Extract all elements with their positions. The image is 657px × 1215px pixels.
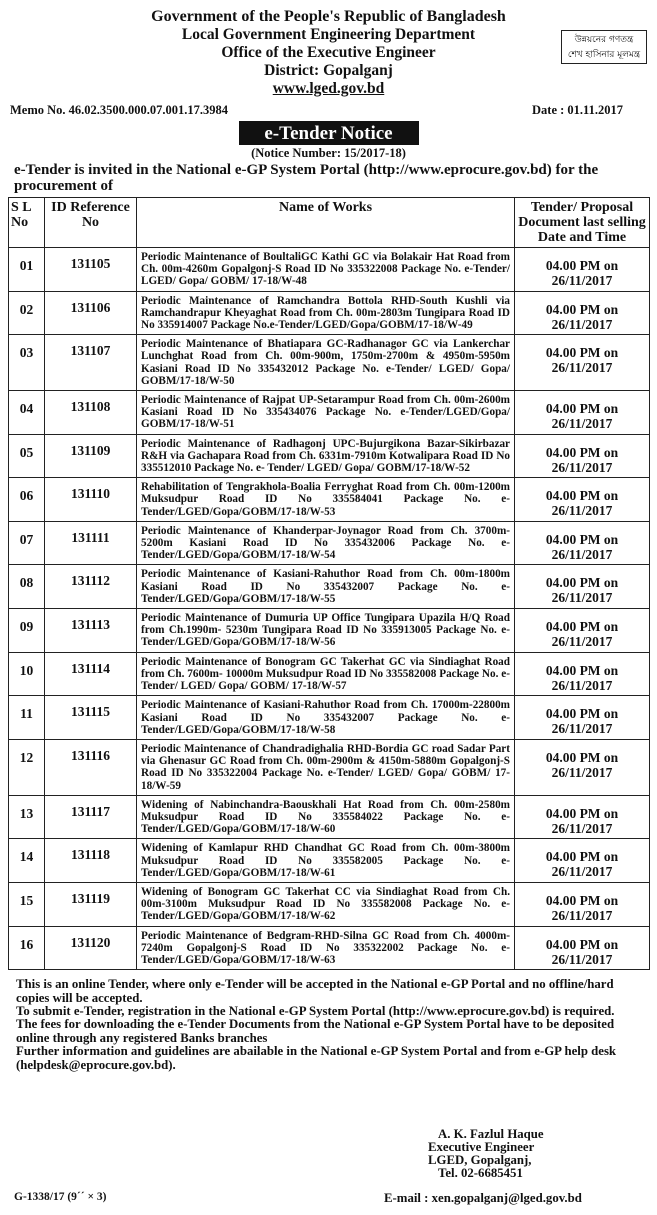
row-selling-time: 04.00 PM on 26/11/2017 xyxy=(515,882,650,926)
row-work-name: Widening of Bonogram GC Takerhat CC via Sindiaghat Road from Ch. 00m-3100m Muksudpur Road ID No 335582008 Package No. e-Tender/LGED/Gopa/GOBM/17-18/W-62 xyxy=(137,882,515,926)
badge-line-2: শেখ হাসিনার মূলমন্ত্র xyxy=(567,50,641,60)
row-id-reference: 131116 xyxy=(45,739,137,795)
footer-registration-text: To submit e-Tender, registration in the National e-GP System Portal (http://www.eprocure.gov.bd) is required. xyxy=(16,1003,615,1018)
row-id-reference: 131107 xyxy=(45,335,137,391)
row-sl-number: 08 xyxy=(9,565,45,609)
row-sl-number: 07 xyxy=(9,521,45,565)
row-selling-time: 04.00 PM on 26/11/2017 xyxy=(515,739,650,795)
slogan-badge xyxy=(561,30,647,64)
district-line: District: Gopalganj xyxy=(264,62,393,79)
tender-notice-page xyxy=(8,8,649,1072)
badge-line-1: উন্নয়নের গণতন্ত্র xyxy=(574,35,634,45)
row-id-reference: 131112 xyxy=(45,565,137,609)
header-sl: S L No xyxy=(9,198,45,248)
row-id-reference: 131110 xyxy=(45,478,137,522)
row-work-name: Periodic Maintenance of Rajpat UP-Setarampur Road from Ch. 00m-2600m Kasiani Road ID No 335434076 Package No. e-Tender/LGED/Gopa/ GOBM/17-18/W-51 xyxy=(137,391,515,435)
table-header-row xyxy=(9,198,650,248)
table-row xyxy=(9,839,650,883)
office-line: Office of the Executive Engineer xyxy=(221,44,436,61)
footer-online-tender-text: This is an online Tender, where only e-Tender will be accepted in the National e-GP Portal and no offline/hard copies will be accepted. xyxy=(16,977,614,1005)
row-selling-time: 04.00 PM on 26/11/2017 xyxy=(515,795,650,839)
row-work-name: Widening of Kamlapur RHD Chandhat GC Road from Ch. 00m-3800m Muksudpur Road ID No 335582005 Package No. e-Tender/LGED/Gopa/GOBM/17-18/W-61 xyxy=(137,839,515,883)
row-work-name: Widening of Nabinchandra-Baouskhali Hat Road from Ch. 00m-2580m Muksudpur Road ID No 335584022 Package No. e-Tender/LGED/Gopa/GOBM/17-18/W-60 xyxy=(137,795,515,839)
contact-email[interactable]: E-mail : xen.gopalganj@lged.gov.bd xyxy=(384,1191,582,1205)
row-selling-time: 04.00 PM on 26/11/2017 xyxy=(515,926,650,970)
row-id-reference: 131113 xyxy=(45,609,137,653)
row-id-reference: 131109 xyxy=(45,434,137,478)
table-row xyxy=(9,609,650,653)
row-selling-time: 04.00 PM on 26/11/2017 xyxy=(515,609,650,653)
department-line: Local Government Engineering Department xyxy=(181,26,476,43)
row-work-name: Rehabilitation of Tengrakhola-Boalia Ferryghat Road from Ch. 00m-1200m Muksudpur Road ID No 335584041 Package No. e-Tender/LGED/Gopa/GOBM/17-18/W-53 xyxy=(137,478,515,522)
notice-title: e-Tender Notice xyxy=(239,121,419,145)
row-work-name: Periodic Maintenance of Bedgram-RHD-Silna GC Road from Ch. 4000m-7240m Gopalgonj-S Road ID No 335322002 Package No. e-Tender/LGED/Gopa/GOBM/17-18/W-63 xyxy=(137,926,515,970)
row-id-reference: 131118 xyxy=(45,839,137,883)
footer-fees-text: The fees for downloading the e-Tender Documents from the National e-GP System Portal have to be deposited online through any registered Banks branches xyxy=(16,1017,615,1045)
row-id-reference: 131120 xyxy=(45,926,137,970)
table-row xyxy=(9,391,650,435)
row-id-reference: 131115 xyxy=(45,696,137,740)
row-work-name: Periodic Maintenance of BoultaliGC Kathi GC via Bolakair Hat Road from Ch. 00m-4260m Gopalgonj-S Road ID No 335322008 Package No. e-Tender/ LGED/ Gopa/ GOBM/ 17-18/W-48 xyxy=(137,248,515,292)
ad-code: G-1338/17 (9´´ × 3) xyxy=(14,1191,107,1203)
row-work-name: Periodic Maintenance of Kasiani-Rahuthor Road from Ch. 17000m-22800m Kasiani Road ID No 335432007 Package No. e-Tender/LGED/Gopa/GOBM/17-18/W-58 xyxy=(137,696,515,740)
signatory-tel: Tel. 02-6685451 xyxy=(438,1166,523,1180)
row-sl-number: 09 xyxy=(9,609,45,653)
row-work-name: Periodic Maintenance of Chandradighalia RHD-Bordia GC road Sadar Part via Ghenasur GC Road from Ch. 00m-2900m & 4150m-5880m Gopalgonj-S Road ID No 335322004 Package No. e-Tender/ LGED/ Gopa/ GOBM/ 17-18/W-59 xyxy=(137,739,515,795)
row-sl-number: 15 xyxy=(9,882,45,926)
row-sl-number: 02 xyxy=(9,291,45,335)
row-sl-number: 03 xyxy=(9,335,45,391)
table-row xyxy=(9,652,650,696)
table-row xyxy=(9,795,650,839)
table-row xyxy=(9,565,650,609)
row-id-reference: 131119 xyxy=(45,882,137,926)
header-id-reference: ID Reference No xyxy=(45,198,137,248)
row-work-name: Periodic Maintenance of Ramchandra Bottola RHD-South Kushli via Ramchandrapur Kheyaghat Road from Ch. 00m-2803m Tungipara Road ID No 335914007 Package No.e-Tender/LGED/Gopa/GOBM/17-18/W-49 xyxy=(137,291,515,335)
row-id-reference: 131114 xyxy=(45,652,137,696)
row-sl-number: 10 xyxy=(9,652,45,696)
table-row xyxy=(9,739,650,795)
office-header xyxy=(8,8,649,98)
table-row xyxy=(9,434,650,478)
row-id-reference: 131106 xyxy=(45,291,137,335)
table-row xyxy=(9,521,650,565)
table-row xyxy=(9,926,650,970)
row-sl-number: 16 xyxy=(9,926,45,970)
table-row xyxy=(9,478,650,522)
row-work-name: Periodic Maintenance of Dumuria UP Office Tungipara Upazila H/Q Road from Ch.1990m- 5230m Tungipara Road ID No 335913005 Package No. e-Tender/LGED/Gopa/GOBM/17-18/W-56 xyxy=(137,609,515,653)
table-row xyxy=(9,335,650,391)
notice-date: Date : 01.11.2017 xyxy=(532,103,623,117)
signatory-office: LGED, Gopalganj, xyxy=(428,1153,532,1167)
row-id-reference: 131105 xyxy=(45,248,137,292)
notice-number: (Notice Number: 15/2017-18) xyxy=(251,146,406,160)
row-work-name: Periodic Maintenance of Bonogram GC Takerhat GC via Sindiaghat Road from Ch. 7600m- 10000m Muksudpur Road ID No 335582008 Package No. e-Tender/ LGED/ Gopa/ GOBM/ 17-18/W-57 xyxy=(137,652,515,696)
signature-block xyxy=(428,1128,544,1180)
row-selling-time: 04.00 PM on 26/11/2017 xyxy=(515,565,650,609)
footer-instructions xyxy=(8,978,649,1072)
table-row xyxy=(9,248,650,292)
header-name-of-works: Name of Works xyxy=(137,198,515,248)
row-selling-time: 04.00 PM on 26/11/2017 xyxy=(515,291,650,335)
row-id-reference: 131108 xyxy=(45,391,137,435)
table-row xyxy=(9,882,650,926)
website-link[interactable]: www.lged.gov.bd xyxy=(272,80,385,97)
memo-number: Memo No. 46.02.3500.000.07.001.17.3984 xyxy=(10,103,229,117)
row-work-name: Periodic Maintenance of Bhatiapara GC-Radhanagor GC via Lankerchar Lunchghat Road from Ch. 00m-900m, 1750m-2700m & 4950m-5950m Kasiani Road ID No 335432012 Package No. e-Tender/ LGED/ Gopa/ GOBM/17-18/W-50 xyxy=(137,335,515,391)
row-sl-number: 05 xyxy=(9,434,45,478)
footer-helpdesk-text: Further information and guidelines are abailable in the National e-GP System Portal and from e-GP help desk (helpdesk@eprocure.gov.bd). xyxy=(16,1044,617,1072)
row-sl-number: 12 xyxy=(9,739,45,795)
row-selling-time: 04.00 PM on 26/11/2017 xyxy=(515,248,650,292)
row-selling-time: 04.00 PM on 26/11/2017 xyxy=(515,652,650,696)
works-table xyxy=(8,197,650,970)
memo-row xyxy=(8,101,649,119)
row-sl-number: 14 xyxy=(9,839,45,883)
row-work-name: Periodic Maintenance of Radhagonj UPC-Bujurgikona Bazar-Sikirbazar R&H via Gachapara Road from Ch. 6331m-7910m Kotwalipara Road ID No 335512010 Package No. e- Tender/ LGED/ Gopa/ GOBM/17-18/W-52 xyxy=(137,434,515,478)
intro-text: e-Tender is invited in the National e-GP System Portal (http://www.eprocure.gov.bd) for the procurement of xyxy=(14,162,599,194)
row-selling-time: 04.00 PM on 26/11/2017 xyxy=(515,521,650,565)
table-row xyxy=(9,696,650,740)
row-work-name: Periodic Maintenance of Kasiani-Rahuthor Road from Ch. 00m-1800m Kasiani Road ID No 335432007 Package No. e-Tender/LGED/Gopa/GOBM/17-18/W-55 xyxy=(137,565,515,609)
row-work-name: Periodic Maintenance of Khanderpar-Joynagor Road from Ch. 3700m-5200m Kasiani Road ID No 335432006 Package No. e-Tender/LGED/Gopa/GOBM/17-18/W-54 xyxy=(137,521,515,565)
header-last-selling-time: Tender/ Proposal Document last selling Date and Time xyxy=(515,198,650,248)
works-table-body xyxy=(9,248,650,970)
government-line: Government of the People's Republic of Bangladesh xyxy=(151,8,506,25)
row-selling-time: 04.00 PM on 26/11/2017 xyxy=(515,478,650,522)
row-selling-time: 04.00 PM on 26/11/2017 xyxy=(515,335,650,391)
row-sl-number: 06 xyxy=(9,478,45,522)
row-selling-time: 04.00 PM on 26/11/2017 xyxy=(515,434,650,478)
table-row xyxy=(9,291,650,335)
row-selling-time: 04.00 PM on 26/11/2017 xyxy=(515,391,650,435)
row-selling-time: 04.00 PM on 26/11/2017 xyxy=(515,839,650,883)
row-sl-number: 01 xyxy=(9,248,45,292)
signatory-designation: Executive Engineer xyxy=(428,1140,535,1154)
row-sl-number: 13 xyxy=(9,795,45,839)
row-id-reference: 131111 xyxy=(45,521,137,565)
row-sl-number: 04 xyxy=(9,391,45,435)
row-sl-number: 11 xyxy=(9,696,45,740)
row-selling-time: 04.00 PM on 26/11/2017 xyxy=(515,696,650,740)
row-id-reference: 131117 xyxy=(45,795,137,839)
signatory-name: A. K. Fazlul Haque xyxy=(438,1127,544,1141)
